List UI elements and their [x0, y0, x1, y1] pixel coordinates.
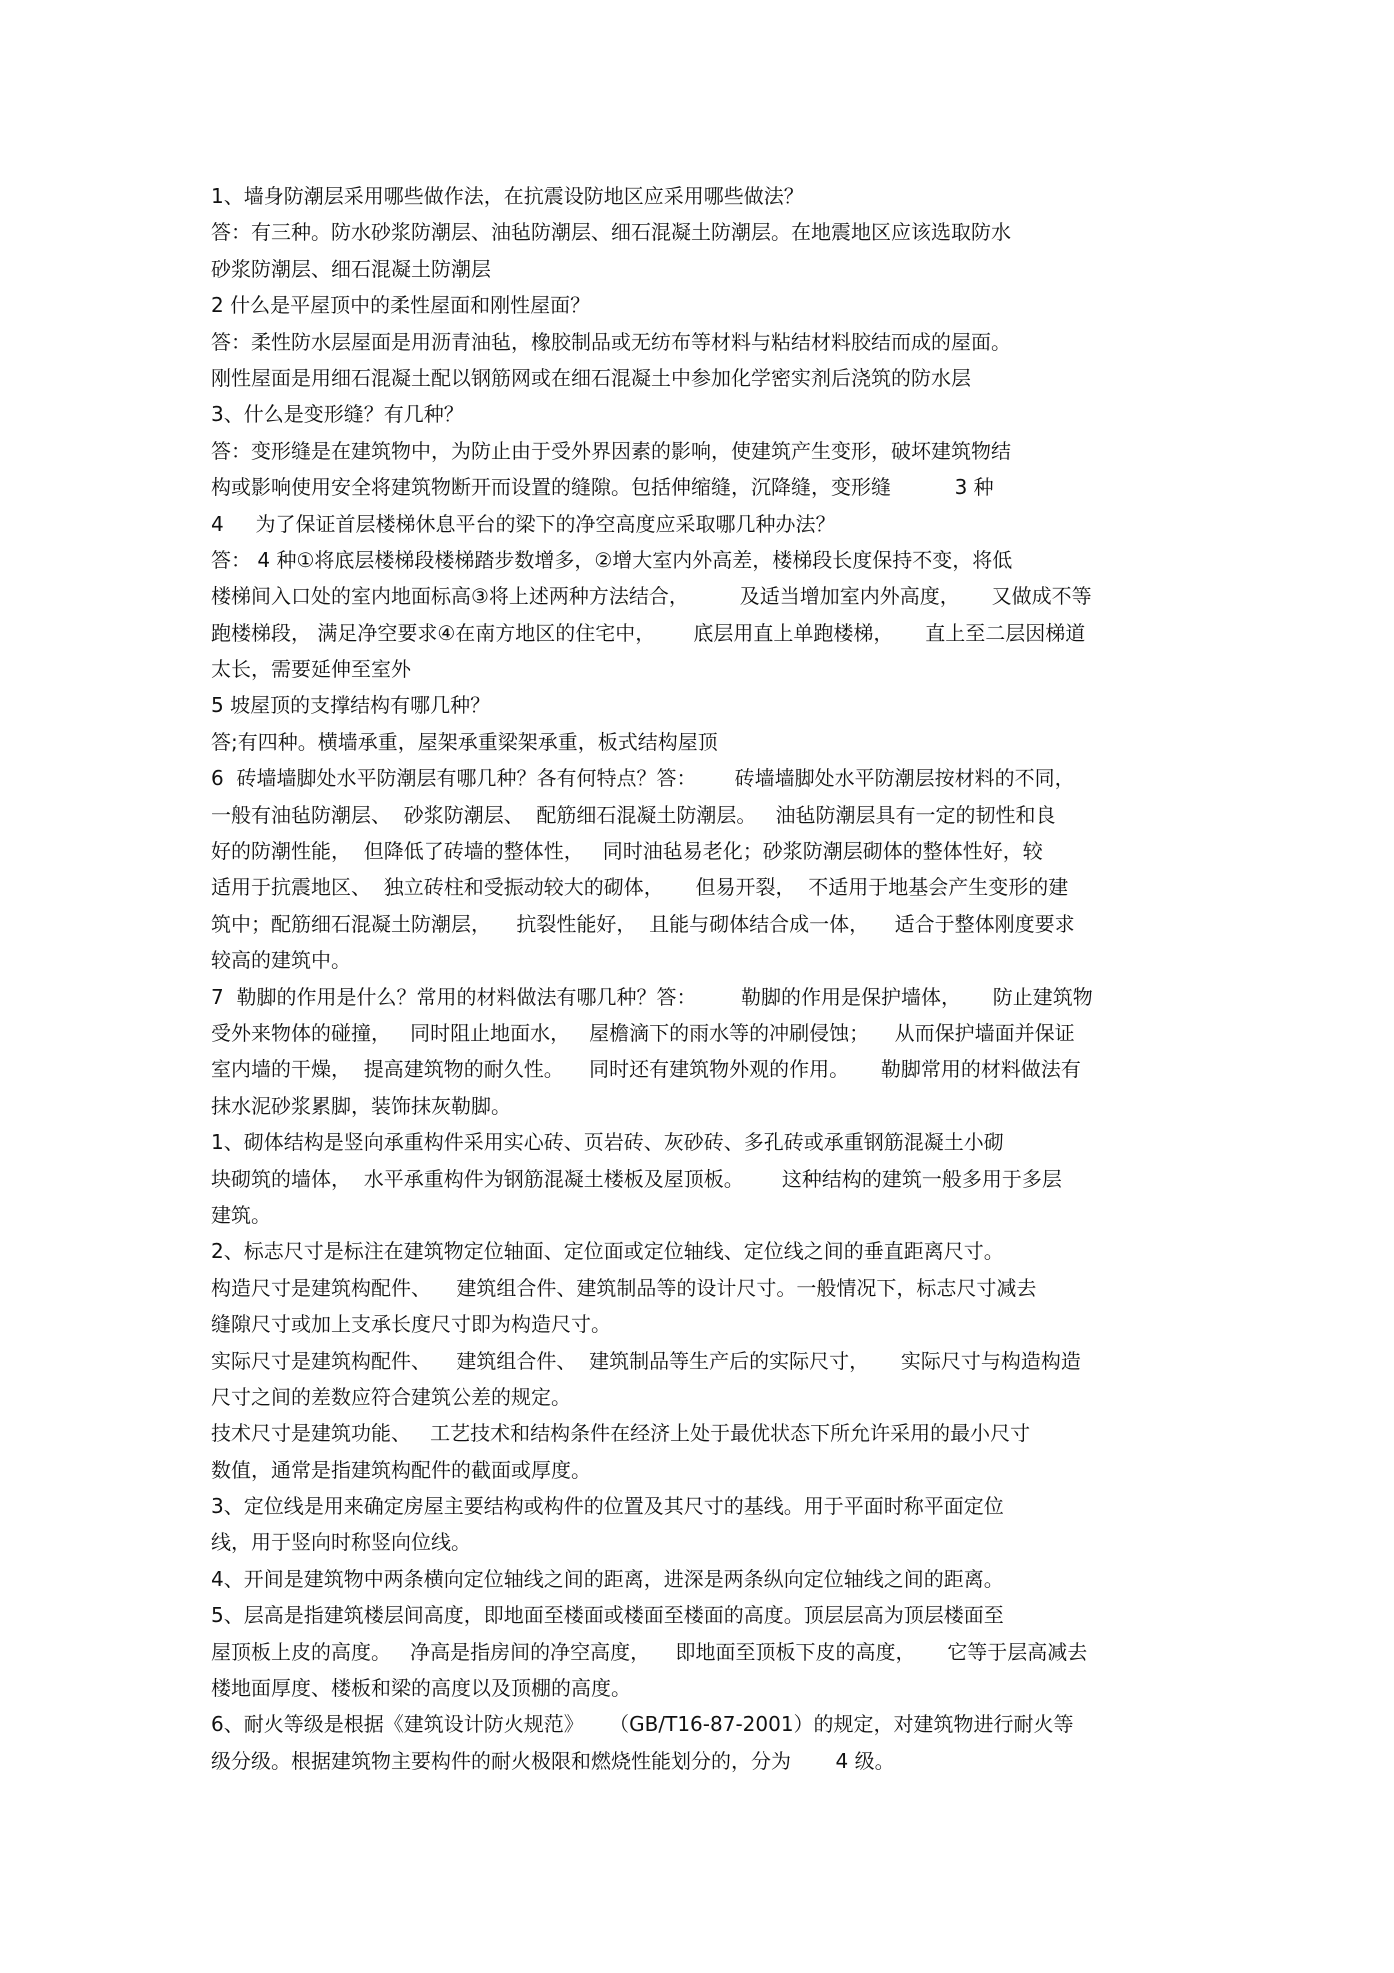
- text-line: 太长，需要延伸至室外: [211, 657, 411, 682]
- text-line: 室内墙的干燥， 提高建筑物的耐久性。 同时还有建筑物外观的作用。 勒脚常用的材料做法有: [211, 1057, 1081, 1082]
- text-line: 6 砖墙墙脚处水平防潮层有哪几种？各有何特点？答： 砖墙墙脚处水平防潮层按材料的不同，: [211, 766, 1075, 791]
- text-line: 线，用于竖向时称竖向位线。: [211, 1530, 471, 1555]
- text-line: 1、砌体结构是竖向承重构件采用实心砖、页岩砖、灰砂砖、多孔砖或承重钢筋混凝土小砌: [211, 1130, 1004, 1155]
- text-line: 答：变形缝是在建筑物中，为防止由于受外界因素的影响，使建筑产生变形，破坏建筑物结: [211, 438, 1011, 463]
- text-line: 2、标志尺寸是标注在建筑物定位轴面、定位面或定位轴线、定位线之间的垂直距离尺寸。: [211, 1239, 1004, 1264]
- text-line: 建筑。: [211, 1202, 271, 1227]
- text-line: 筑中；配筋细石混凝土防潮层， 抗裂性能好， 且能与砌体结合成一体， 适合于整体刚度要求: [211, 911, 1075, 936]
- text-line: 答：有三种。防水砂浆防潮层、油毡防潮层、细石混凝土防潮层。在地震地区应该选取防水: [211, 220, 1011, 245]
- text-line: 跑楼梯段， 满足净空要求④在南方地区的住宅中， 底层用直上单跑楼梯， 直上至二层因梯道: [211, 620, 1086, 645]
- text-line: 答;有四种。横墙承重，屋架承重梁架承重，板式结构屋顶: [211, 729, 718, 754]
- text-line: 块砌筑的墙体， 水平承重构件为钢筋混凝土楼板及屋顶板。 这种结构的建筑一般多用于多层: [211, 1166, 1062, 1191]
- text-line: 答： 4 种①将底层楼梯段楼梯踏步数增多，②增大室内外高差，楼梯段长度保持不变，将低: [211, 547, 1013, 572]
- text-line: 2 什么是平屋顶中的柔性屋面和刚性屋面？: [211, 293, 591, 318]
- text-line: 级分级。根据建筑物主要构件的耐火极限和燃烧性能划分的，分为 4 级。: [211, 1748, 895, 1773]
- text-line: 实际尺寸是建筑构配件、 建筑组合件、 建筑制品等生产后的实际尺寸， 实际尺寸与构造构造: [211, 1348, 1081, 1373]
- text-line: 抹水泥砂浆累脚，装饰抹灰勒脚。: [211, 1093, 511, 1118]
- text-line: 刚性屋面是用细石混凝土配以钢筋网或在细石混凝土中参加化学密实剂后浇筑的防水层: [211, 365, 971, 390]
- text-line: 1、墙身防潮层采用哪些做作法，在抗震设防地区应采用哪些做法？: [211, 184, 804, 208]
- text-line: 适用于抗震地区、 独立砖柱和受振动较大的砌体， 但易开裂， 不适用于地基会产生变形的建: [211, 875, 1069, 900]
- text-line: 3、定位线是用来确定房屋主要结构或构件的位置及其尺寸的基线。用于平面时称平面定位: [211, 1494, 1004, 1519]
- text-line: 缝隙尺寸或加上支承长度尺寸即为构造尺寸。: [211, 1312, 611, 1337]
- text-line: 6、耐火等级是根据《建筑设计防火规范》 （GB/T16-87-2001）的规定，对建筑物进行耐火等: [211, 1712, 1074, 1737]
- text-line: 7 勒脚的作用是什么？常用的材料做法有哪几种？答： 勒脚的作用是保护墙体， 防止建筑物: [211, 984, 1093, 1009]
- text-line: 技术尺寸是建筑功能、 工艺技术和结构条件在经济上处于最优状态下所允许采用的最小尺寸: [211, 1421, 1031, 1446]
- text-line: 屋顶板上皮的高度。 净高是指房间的净空高度， 即地面至顶板下皮的高度， 它等于层高减去: [211, 1639, 1088, 1664]
- text-line: 砂浆防潮层、细石混凝土防潮层: [211, 256, 491, 281]
- text-line: 较高的建筑中。: [211, 948, 351, 973]
- text-line: 一般有油毡防潮层、 砂浆防潮层、 配筋细石混凝土防潮层。 油毡防潮层具有一定的韧性和良: [211, 802, 1056, 827]
- text-line: 数值，通常是指建筑构配件的截面或厚度。: [211, 1457, 591, 1482]
- text-line: 尺寸之间的差数应符合建筑公差的规定。: [211, 1384, 571, 1409]
- text-line: 5、层高是指建筑楼层间高度，即地面至楼面或楼面至楼面的高度。顶层层高为顶层楼面至: [211, 1603, 1004, 1628]
- text-line: 3、什么是变形缝？有几种？: [211, 402, 464, 427]
- text-line: 构或影响使用安全将建筑物断开而设置的缝隙。包括伸缩缝，沉降缝，变形缝 3 种: [211, 475, 994, 500]
- text-line: 构造尺寸是建筑构配件、 建筑组合件、建筑制品等的设计尺寸。一般情况下，标志尺寸减去: [211, 1275, 1037, 1300]
- text-line: 楼地面厚度、楼板和梁的高度以及顶棚的高度。: [211, 1676, 631, 1701]
- text-line: 好的防潮性能， 但降低了砖墙的整体性， 同时油毡易老化；砂浆防潮层砌体的整体性好，较: [211, 839, 1043, 864]
- text-line: 楼梯间入口处的室内地面标高③将上述两种方法结合， 及适当增加室内外高度， 又做成不等: [211, 584, 1092, 609]
- text-line: 5 坡屋顶的支撑结构有哪几种？: [211, 693, 491, 718]
- text-line: 答：柔性防水层屋面是用沥青油毡，橡胶制品或无纺布等材料与粘结材料胶结而成的屋面。: [211, 329, 1011, 354]
- text-line: 4、开间是建筑物中两条横向定位轴线之间的距离，进深是两条纵向定位轴线之间的距离。: [211, 1566, 1004, 1591]
- text-line: 受外来物体的碰撞， 同时阻止地面水， 屋檐滴下的雨水等的冲刷侵蚀； 从而保护墙面并保证: [211, 1020, 1075, 1045]
- document-body: [211, 178, 1191, 1779]
- text-line: 4 为了保证首层楼梯休息平台的梁下的净空高度应采取哪几种办法？: [211, 511, 836, 536]
